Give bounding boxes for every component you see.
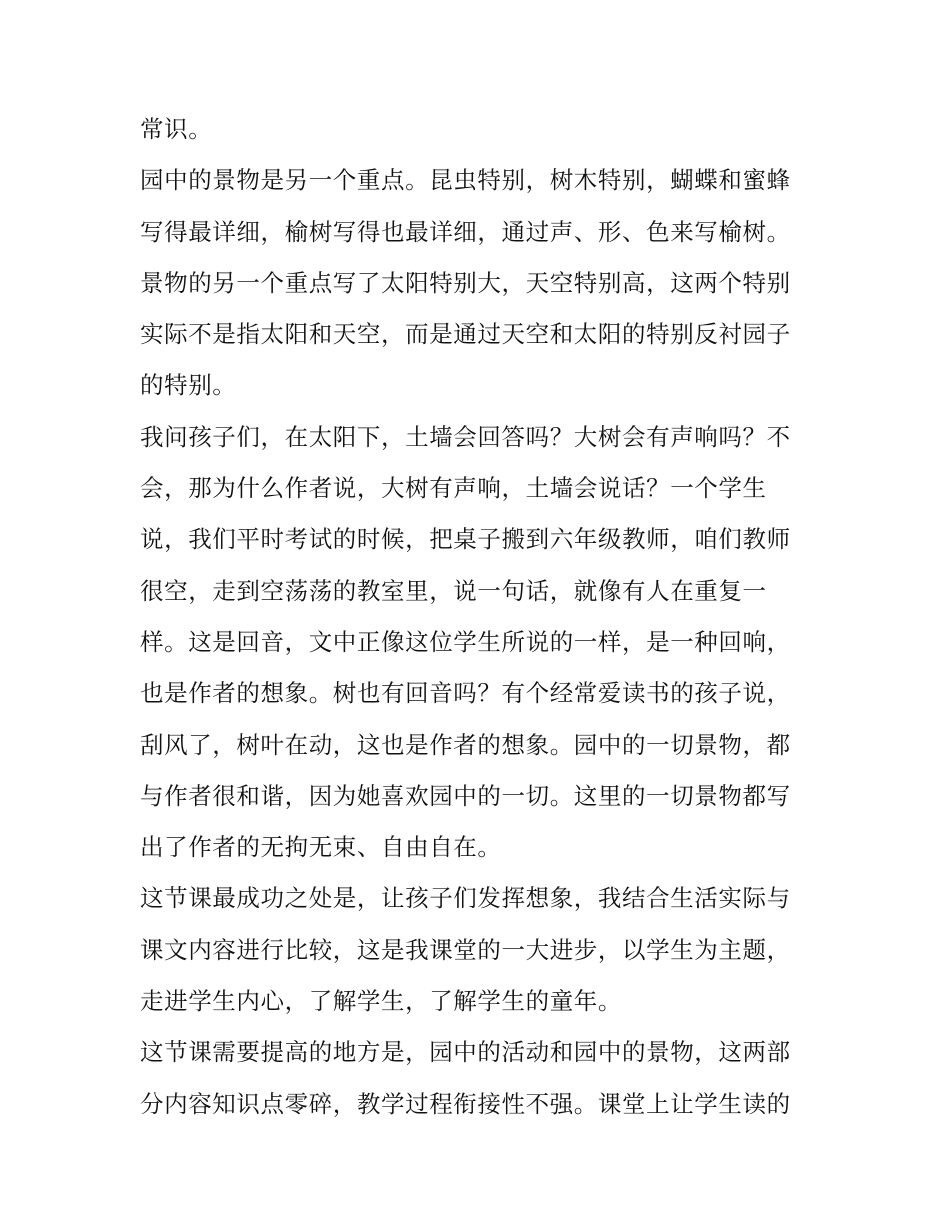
text-line: 写得最详细，榆树写得也最详细，通过声、形、色来写榆树。: [140, 217, 791, 246]
text-line: 说，我们平时考试的时候，把桌子搬到六年级教师，咱们教师: [140, 525, 791, 554]
text-line: 景物的另一个重点写了太阳特别大，天空特别高，这两个特别: [140, 268, 791, 297]
text-line: 常识。: [140, 115, 213, 143]
text-line: 也是作者的想象。树也有回音吗？有个经常爱读书的孩子说，: [140, 679, 791, 708]
text-line: 这节课最成功之处是，让孩子们发挥想象，我结合生活实际与: [140, 884, 791, 913]
text-line: 刮风了，树叶在动，这也是作者的想象。园中的一切景物，都: [140, 730, 791, 759]
text-line: 会，那为什么作者说，大树有声响，土墙会说话？一个学生: [140, 474, 767, 503]
document-body: [140, 104, 830, 1130]
text-line: 这节课需要提高的地方是，园中的活动和园中的景物，这两部: [140, 1038, 791, 1067]
text-line: 实际不是指太阳和天空，而是通过天空和太阳的特别反衬园子: [140, 320, 791, 349]
text-line: 分内容知识点零碎，教学过程衔接性不强。课堂上让学生读的: [140, 1089, 791, 1118]
text-line: 我问孩子们，在太阳下，土墙会回答吗？大树会有声响吗？不: [140, 422, 791, 451]
text-line: 与作者很和谐，因为她喜欢园中的一切。这里的一切景物都写: [140, 781, 791, 810]
text-line: 园中的景物是另一个重点。昆虫特别，树木特别，蝴蝶和蜜蜂: [140, 166, 791, 195]
text-line: 出了作者的无拘无束、自由自在。: [140, 833, 502, 862]
text-line: 很空，走到空荡荡的教室里，说一句话，就像有人在重复一: [140, 576, 767, 605]
text-line: 课文内容进行比较，这是我课堂的一大进步，以学生为主题，: [140, 935, 791, 964]
text-line: 样。这是回音，文中正像这位学生所说的一样，是一种回响，: [140, 627, 791, 656]
text-line: 走进学生内心，了解学生，了解学生的童年。: [140, 987, 622, 1016]
text-line: 的特别。: [140, 371, 237, 400]
